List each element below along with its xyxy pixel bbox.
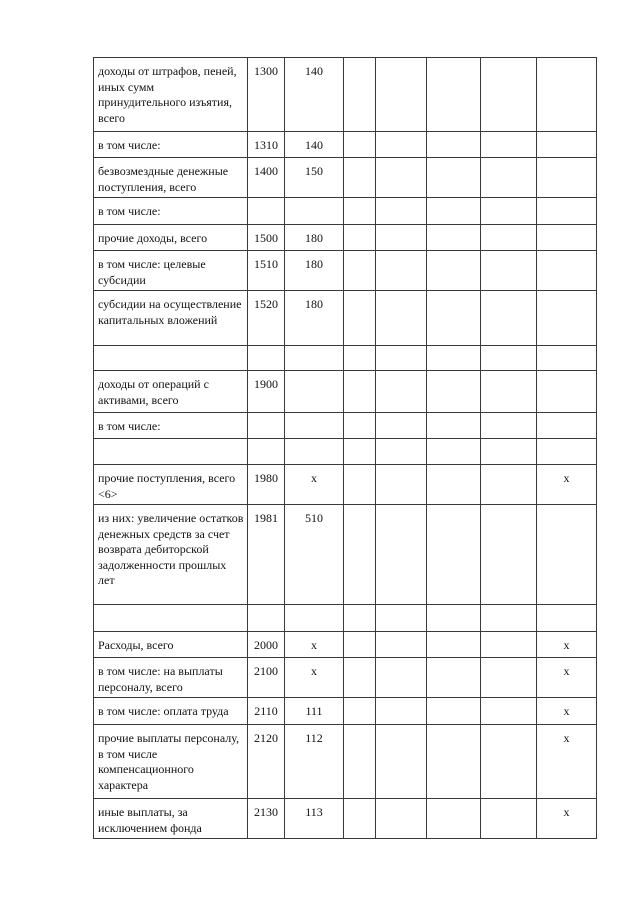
empty-cell: [427, 505, 481, 605]
empty-cell: [481, 605, 537, 632]
budget-table: [93, 57, 597, 839]
last-column-cell: [537, 225, 597, 251]
empty-cell: [427, 799, 481, 839]
row-name-cell: в том числе:: [94, 198, 248, 225]
kbk-code-cell: 111: [285, 698, 344, 725]
kbk-code-cell: 140: [285, 132, 344, 158]
empty-cell: [376, 158, 427, 198]
last-column-cell: [537, 346, 597, 371]
empty-cell: [344, 132, 376, 158]
row-code-cell: 2100: [248, 658, 285, 698]
row-code-cell: 1900: [248, 371, 285, 413]
row-name-cell: безвозмездные денежные поступления, всего: [94, 158, 248, 198]
empty-cell: [427, 251, 481, 291]
table-row: [94, 198, 597, 225]
row-code-cell: 1300: [248, 58, 285, 132]
empty-cell: [427, 658, 481, 698]
table-body: [94, 58, 597, 839]
empty-cell: [481, 371, 537, 413]
empty-cell: [376, 632, 427, 658]
row-name-cell: в том числе: целевые субсидии: [94, 251, 248, 291]
empty-cell: [481, 346, 537, 371]
empty-cell: [427, 158, 481, 198]
empty-cell: [344, 698, 376, 725]
empty-cell: [481, 198, 537, 225]
empty-cell: [376, 198, 427, 225]
empty-cell: [427, 698, 481, 725]
empty-cell: [427, 225, 481, 251]
row-name-cell: [94, 439, 248, 465]
row-code-cell: [248, 605, 285, 632]
empty-cell: [427, 605, 481, 632]
empty-cell: [344, 725, 376, 799]
table-row: [94, 698, 597, 725]
empty-cell: [427, 371, 481, 413]
empty-cell: [481, 132, 537, 158]
table-row: [94, 58, 597, 132]
empty-cell: [344, 799, 376, 839]
row-code-cell: 1981: [248, 505, 285, 605]
row-name-cell: [94, 605, 248, 632]
table-row: [94, 251, 597, 291]
row-code-cell: 1400: [248, 158, 285, 198]
empty-cell: [427, 58, 481, 132]
empty-cell: [344, 465, 376, 505]
row-name-cell: доходы от операций с активами, всего: [94, 371, 248, 413]
empty-cell: [376, 465, 427, 505]
last-column-cell: x: [537, 799, 597, 839]
row-name-cell: Расходы, всего: [94, 632, 248, 658]
table-row: [94, 465, 597, 505]
empty-cell: [344, 605, 376, 632]
kbk-code-cell: [285, 198, 344, 225]
empty-cell: [376, 605, 427, 632]
kbk-code-cell: 112: [285, 725, 344, 799]
empty-cell: [481, 158, 537, 198]
empty-cell: [376, 346, 427, 371]
last-column-cell: [537, 198, 597, 225]
row-name-cell: [94, 346, 248, 371]
empty-cell: [376, 371, 427, 413]
last-column-cell: [537, 605, 597, 632]
kbk-code-cell: 510: [285, 505, 344, 605]
row-name-cell: прочие выплаты персоналу, в том числе компенсационного характера: [94, 725, 248, 799]
last-column-cell: x: [537, 725, 597, 799]
empty-cell: [427, 132, 481, 158]
empty-cell: [376, 698, 427, 725]
row-code-cell: 1510: [248, 251, 285, 291]
last-column-cell: [537, 413, 597, 439]
empty-cell: [427, 725, 481, 799]
kbk-code-cell: [285, 439, 344, 465]
empty-cell: [376, 658, 427, 698]
empty-cell: [344, 158, 376, 198]
empty-cell: [344, 632, 376, 658]
last-column-cell: [537, 371, 597, 413]
row-name-cell: иные выплаты, за исключением фонда: [94, 799, 248, 839]
row-name-cell: в том числе:: [94, 132, 248, 158]
empty-cell: [344, 505, 376, 605]
kbk-code-cell: x: [285, 465, 344, 505]
row-code-cell: 1520: [248, 291, 285, 346]
empty-cell: [344, 198, 376, 225]
row-code-cell: 1980: [248, 465, 285, 505]
row-name-cell: прочие поступления, всего <6>: [94, 465, 248, 505]
kbk-code-cell: 180: [285, 225, 344, 251]
empty-cell: [481, 505, 537, 605]
row-name-cell: в том числе: оплата труда: [94, 698, 248, 725]
empty-cell: [376, 132, 427, 158]
table-row: [94, 158, 597, 198]
empty-cell: [344, 58, 376, 132]
empty-cell: [344, 291, 376, 346]
last-column-cell: [537, 132, 597, 158]
empty-cell: [481, 413, 537, 439]
table-row: [94, 799, 597, 839]
kbk-code-cell: x: [285, 658, 344, 698]
table-row: [94, 439, 597, 465]
row-name-cell: в том числе: на выплаты персоналу, всего: [94, 658, 248, 698]
row-name-cell: в том числе:: [94, 413, 248, 439]
empty-cell: [376, 725, 427, 799]
empty-cell: [481, 799, 537, 839]
row-code-cell: [248, 198, 285, 225]
empty-cell: [427, 465, 481, 505]
kbk-code-cell: 180: [285, 251, 344, 291]
empty-cell: [376, 439, 427, 465]
kbk-code-cell: [285, 346, 344, 371]
row-code-cell: 2120: [248, 725, 285, 799]
empty-cell: [427, 439, 481, 465]
table-row: [94, 658, 597, 698]
empty-cell: [427, 413, 481, 439]
empty-cell: [481, 725, 537, 799]
empty-cell: [344, 371, 376, 413]
table-row: [94, 605, 597, 632]
last-column-cell: [537, 291, 597, 346]
kbk-code-cell: [285, 413, 344, 439]
empty-cell: [376, 251, 427, 291]
empty-cell: [344, 413, 376, 439]
empty-cell: [427, 291, 481, 346]
empty-cell: [481, 291, 537, 346]
empty-cell: [376, 225, 427, 251]
kbk-code-cell: 140: [285, 58, 344, 132]
row-code-cell: 2000: [248, 632, 285, 658]
kbk-code-cell: [285, 605, 344, 632]
empty-cell: [376, 291, 427, 346]
row-name-cell: субсидии на осуществление капитальных вложений: [94, 291, 248, 346]
table-row: [94, 371, 597, 413]
table-row: [94, 132, 597, 158]
row-name-cell: доходы от штрафов, пеней, иных сумм принудительного изъятия, всего: [94, 58, 248, 132]
empty-cell: [344, 439, 376, 465]
empty-cell: [344, 225, 376, 251]
table-row: [94, 346, 597, 371]
kbk-code-cell: 150: [285, 158, 344, 198]
empty-cell: [376, 799, 427, 839]
row-code-cell: [248, 346, 285, 371]
row-name-cell: из них: увеличение остатков денежных средств за счет возврата дебиторской задолженности прошлых лет: [94, 505, 248, 605]
table-row: [94, 413, 597, 439]
row-code-cell: 2110: [248, 698, 285, 725]
empty-cell: [427, 198, 481, 225]
last-column-cell: x: [537, 632, 597, 658]
kbk-code-cell: 113: [285, 799, 344, 839]
last-column-cell: [537, 251, 597, 291]
row-code-cell: 1500: [248, 225, 285, 251]
table-row: [94, 505, 597, 605]
kbk-code-cell: [285, 371, 344, 413]
empty-cell: [481, 225, 537, 251]
empty-cell: [481, 658, 537, 698]
empty-cell: [376, 58, 427, 132]
empty-cell: [481, 58, 537, 132]
table-row: [94, 225, 597, 251]
empty-cell: [376, 413, 427, 439]
kbk-code-cell: 180: [285, 291, 344, 346]
kbk-code-cell: x: [285, 632, 344, 658]
empty-cell: [481, 439, 537, 465]
table-row: [94, 725, 597, 799]
empty-cell: [481, 465, 537, 505]
last-column-cell: [537, 505, 597, 605]
empty-cell: [427, 632, 481, 658]
empty-cell: [344, 346, 376, 371]
empty-cell: [481, 251, 537, 291]
row-code-cell: [248, 439, 285, 465]
row-code-cell: 1310: [248, 132, 285, 158]
last-column-cell: x: [537, 698, 597, 725]
empty-cell: [481, 632, 537, 658]
empty-cell: [427, 346, 481, 371]
empty-cell: [376, 505, 427, 605]
last-column-cell: [537, 439, 597, 465]
empty-cell: [344, 658, 376, 698]
table-row: [94, 632, 597, 658]
empty-cell: [344, 251, 376, 291]
row-code-cell: 2130: [248, 799, 285, 839]
row-name-cell: прочие доходы, всего: [94, 225, 248, 251]
last-column-cell: x: [537, 465, 597, 505]
last-column-cell: [537, 58, 597, 132]
empty-cell: [481, 698, 537, 725]
last-column-cell: x: [537, 658, 597, 698]
last-column-cell: [537, 158, 597, 198]
row-code-cell: [248, 413, 285, 439]
table-row: [94, 291, 597, 346]
